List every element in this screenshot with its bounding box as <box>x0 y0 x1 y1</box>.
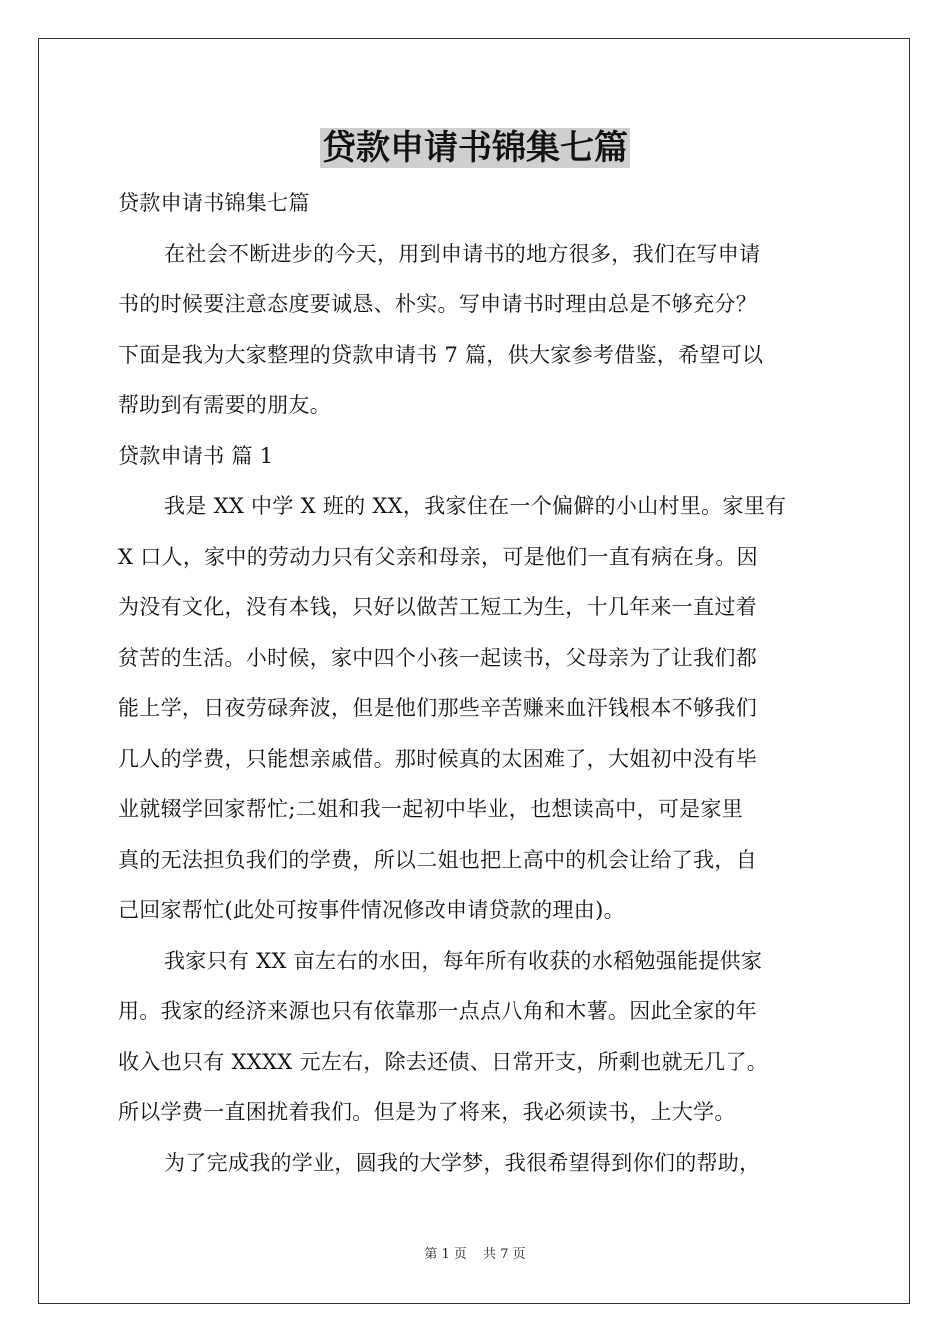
text-line: 下面是我为大家整理的贷款申请书 7 篇，供大家参考借鉴，希望可以 <box>118 342 764 367</box>
text-line: 为了完成我的学业，圆我的大学梦，我很希望得到你们的帮助， <box>164 1150 761 1175</box>
text-line: 真的无法担负我们的学费，所以二姐也把上高中的机会让给了我，自 <box>118 847 757 872</box>
text-line: 为没有文化，没有本钱，只好以做苦工短工为生，十几年来一直过着 <box>118 595 757 619</box>
text-line: 所以学费一直困扰着我们。但是为了将来，我必须读书，上大学。 <box>118 1100 736 1124</box>
text-line: 书的时候要注意态度要诚恳、朴实。写申请书时理由总是不够充分？ <box>118 292 757 316</box>
text-line: 用。我家的经济来源也只有依靠那一点点八角和木薯。因此全家的年 <box>118 999 757 1023</box>
text-line: 贫苦的生活。小时候，家中四个小孩一起读书，父母亲为了让我们都 <box>118 645 757 670</box>
text-line: 在社会不断进步的今天，用到申请书的地方很多，我们在写申请 <box>164 241 761 266</box>
page-footer <box>0 1246 950 1264</box>
text-line: 收入也只有 XXXX 元左右，除去还债、日常开支，所剩也就无几了。 <box>118 1049 769 1074</box>
text-line: 贷款申请书锦集七篇 <box>118 191 310 215</box>
text-line: 能上学，日夜劳碌奔波，但是他们那些辛苦赚来血汗钱根本不够我们 <box>118 696 757 720</box>
document-title <box>0 124 950 172</box>
page-number-total: 共 7 页 <box>483 1247 526 1262</box>
page-number-current: 第 1 页 <box>424 1247 467 1262</box>
text-line: X 口人，家中的劳动力只有父亲和母亲，可是他们一直有病在身。因 <box>118 544 758 569</box>
document-body <box>118 178 838 1188</box>
text-line: 我是 XX 中学 X 班的 XX，我家住在一个偏僻的小山村里。家里有 <box>164 494 787 518</box>
text-line: 己回家帮忙(此处可按事件情况修改申请贷款的理由)。 <box>118 898 625 922</box>
text-line: 几人的学费，只能想亲戚借。那时候真的太困难了，大姐初中没有毕 <box>118 746 757 771</box>
text-line: 贷款申请书 篇 1 <box>118 443 274 468</box>
document-title-text: 贷款申请书锦集七篇 <box>322 128 628 168</box>
text-line: 我家只有 XX 亩左右的水田，每年所有收获的水稻勉强能提供家 <box>164 948 763 973</box>
text-line: 帮助到有需要的朋友。 <box>118 393 331 417</box>
text-line: 业就辍学回家帮忙;二姐和我一起初中毕业，也想读高中，可是家里 <box>118 797 744 821</box>
